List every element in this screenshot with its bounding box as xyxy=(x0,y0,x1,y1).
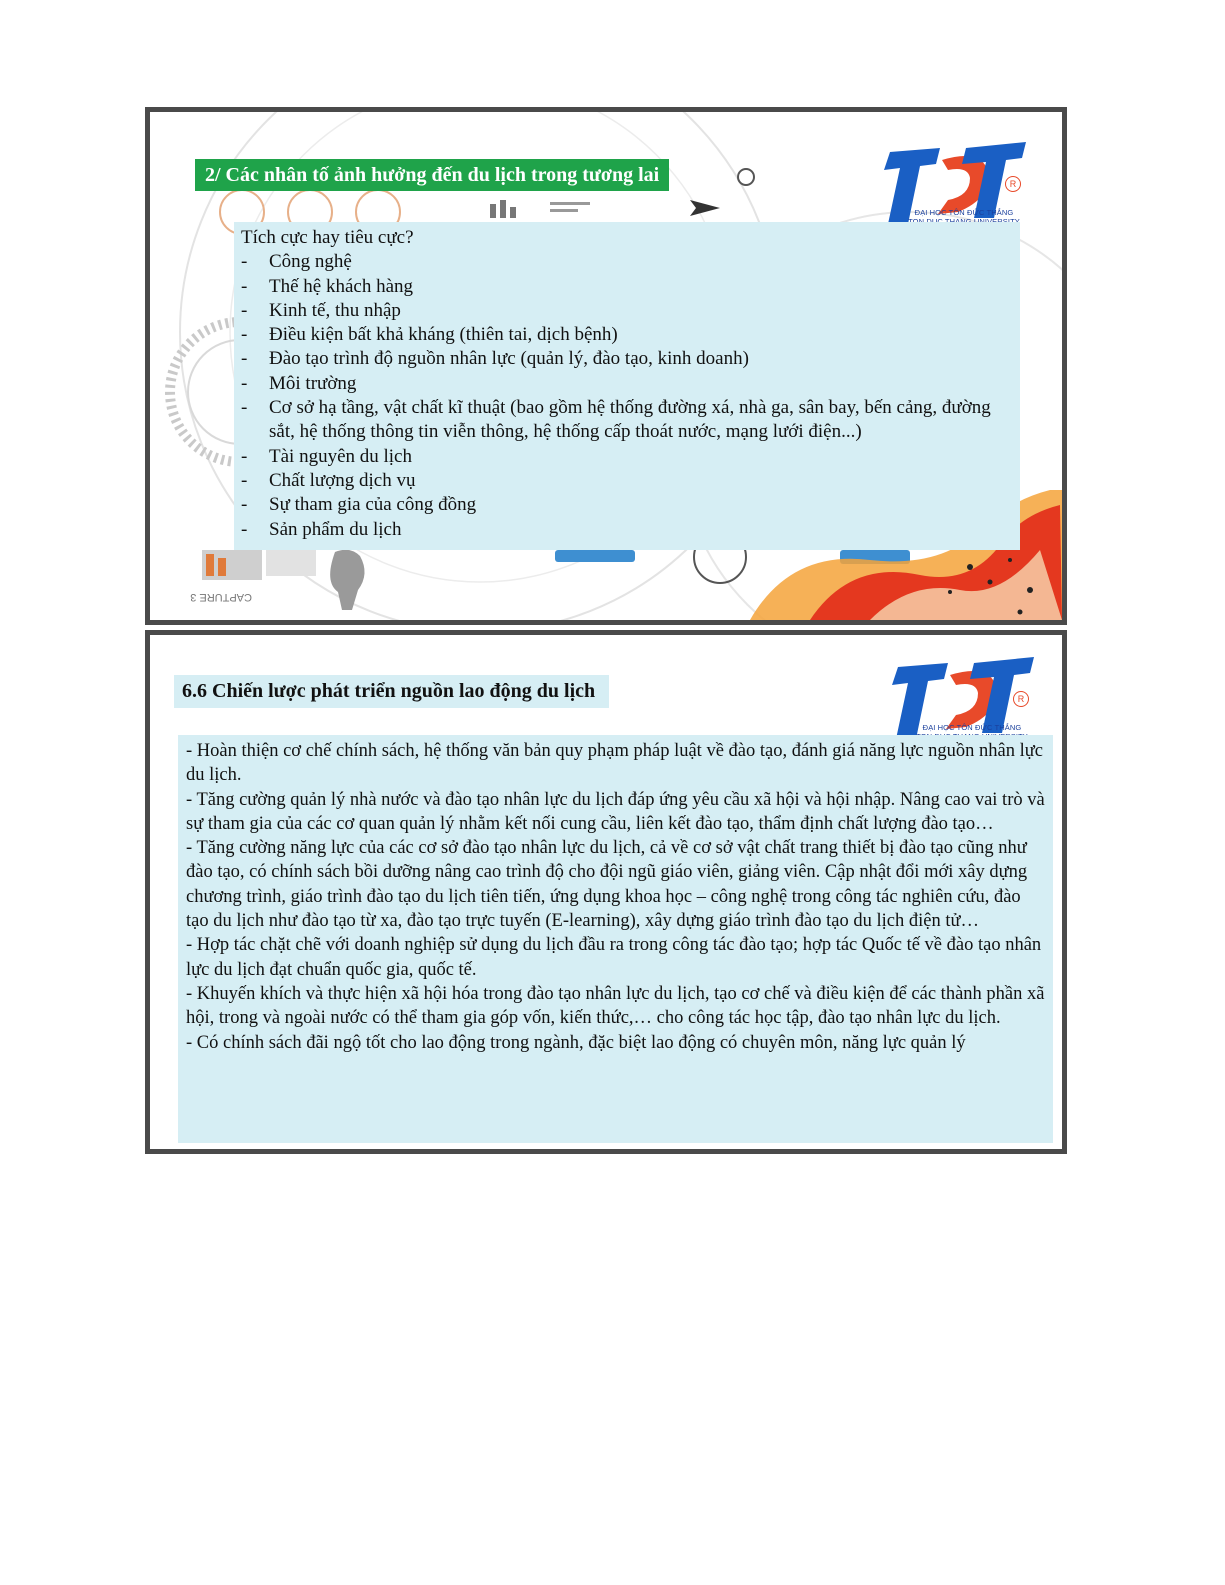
list-item: - Sự tham gia của công đồng xyxy=(241,494,477,516)
list-item: - Cơ sở hạ tầng, vật chất kĩ thuật (bao gồm hệ thống đường xá, nhà ga, sân bay, bến cảng, đường sắt, hệ thống thông tin viễn thông, hệ thống cấp thoát nước, mạng lưới điện...) xyxy=(241,397,991,443)
list-item: - Thế hệ khách hàng xyxy=(241,275,414,297)
slide-factors-future-tourism xyxy=(145,107,1067,625)
list-item: - Tài nguyên du lịch xyxy=(241,445,412,467)
list-item: - Môi trường xyxy=(241,372,357,394)
list-item: - Công nghệ xyxy=(241,251,352,273)
strategy-paragraph: - Hợp tác chặt chẽ với doanh nghiệp sử dụng du lịch đầu ra trong công tác đào tạo; hợp tác Quốc tế về đào tạo nhân lực du lịch đạt chuẩn quốc gia, quốc tế. xyxy=(186,935,1042,980)
slide-title: 2/ Các nhân tố ảnh hưởng đến du lịch trong tương lai xyxy=(195,159,669,191)
list-item: - Chất lượng dịch vụ xyxy=(241,469,416,491)
strategy-panel xyxy=(178,735,1053,1143)
list-item: - Điều kiện bất khả kháng (thiên tai, dịch bệnh) xyxy=(241,324,618,346)
strategy-paragraph: - Hoàn thiện cơ chế chính sách, hệ thống văn bản quy phạm pháp luật về đào tạo, đánh giá năng lực nguồn nhân lực du lịch. xyxy=(186,741,1043,786)
slide-title: 6.6 Chiến lược phát triển nguồn lao động du lịch xyxy=(174,675,609,708)
strategy-paragraph: - Tăng cường năng lực của các cơ sở đào tạo nhân lực du lịch, cả về cơ sở vật chất trang thiết bị đào tạo cũng như đào tạo, có chính sách bồi dưỡng nâng cao trình độ cho đội ngũ giáo viên, giảng viên. Cập nhật đổi mới xây dựng chương trình, giáo trình đào tạo du lịch tiên tiến, ứng dụng khoa học – công nghệ trong công tác nghiên cứu, đào tạo du lịch như đào tạo từ xa, đào tạo trực tuyến (E-learning), xây dựng giáo trình đào tạo du lịch điện tử… xyxy=(186,838,1028,932)
strategy-paragraph: - Tăng cường quản lý nhà nước và đào tạo nhân lực du lịch đáp ứng yêu cầu xã hội và hội nhập. Nâng cao vai trò và sự tham gia của các cơ quan quản lý nhằm kết nối cung cầu, liên kết đào tạo, thẩm định chất lượng đào tạo… xyxy=(186,789,1045,834)
logo-caption: ĐẠI HỌC TÔN ĐỨC THẮNG xyxy=(922,723,1022,732)
list-item: - Đào tạo trình độ nguồn nhân lực (quản lý, đào tạo, kinh doanh) xyxy=(241,348,749,370)
logo-caption: ĐẠI HỌC TÔN ĐỨC THẮNG xyxy=(914,208,1014,217)
slide-labor-strategy xyxy=(145,630,1067,1154)
panel-question: Tích cực hay tiêu cực? xyxy=(241,227,414,248)
tdt-university-logo xyxy=(878,649,1038,749)
registered-mark: R xyxy=(1005,176,1021,192)
tdt-university-logo xyxy=(870,134,1030,234)
list-item: - Kinh tế, thu nhập xyxy=(241,299,401,321)
strategy-paragraph: - Khuyến khích và thực hiện xã hội hóa trong đào tạo nhân lực du lịch, tạo cơ chế và điều kiện để các thành phần xã hội, trong và ngoài nước có thể tham gia góp vốn, kiến thức,… cho công tác học tập, đào tạo nhân lực du lịch. xyxy=(186,983,1045,1029)
factors-panel xyxy=(234,222,1020,550)
capture-label: CAPTURE 3 xyxy=(190,591,252,603)
factors-list xyxy=(241,250,1020,542)
strategy-paragraph: - Có chính sách đãi ngộ tốt cho lao động trong ngành, đặc biệt lao động có chuyên môn, năng lực quản lý xyxy=(186,1032,966,1053)
registered-mark: R xyxy=(1013,691,1029,707)
list-item: - Sản phẩm du lịch xyxy=(241,518,402,540)
